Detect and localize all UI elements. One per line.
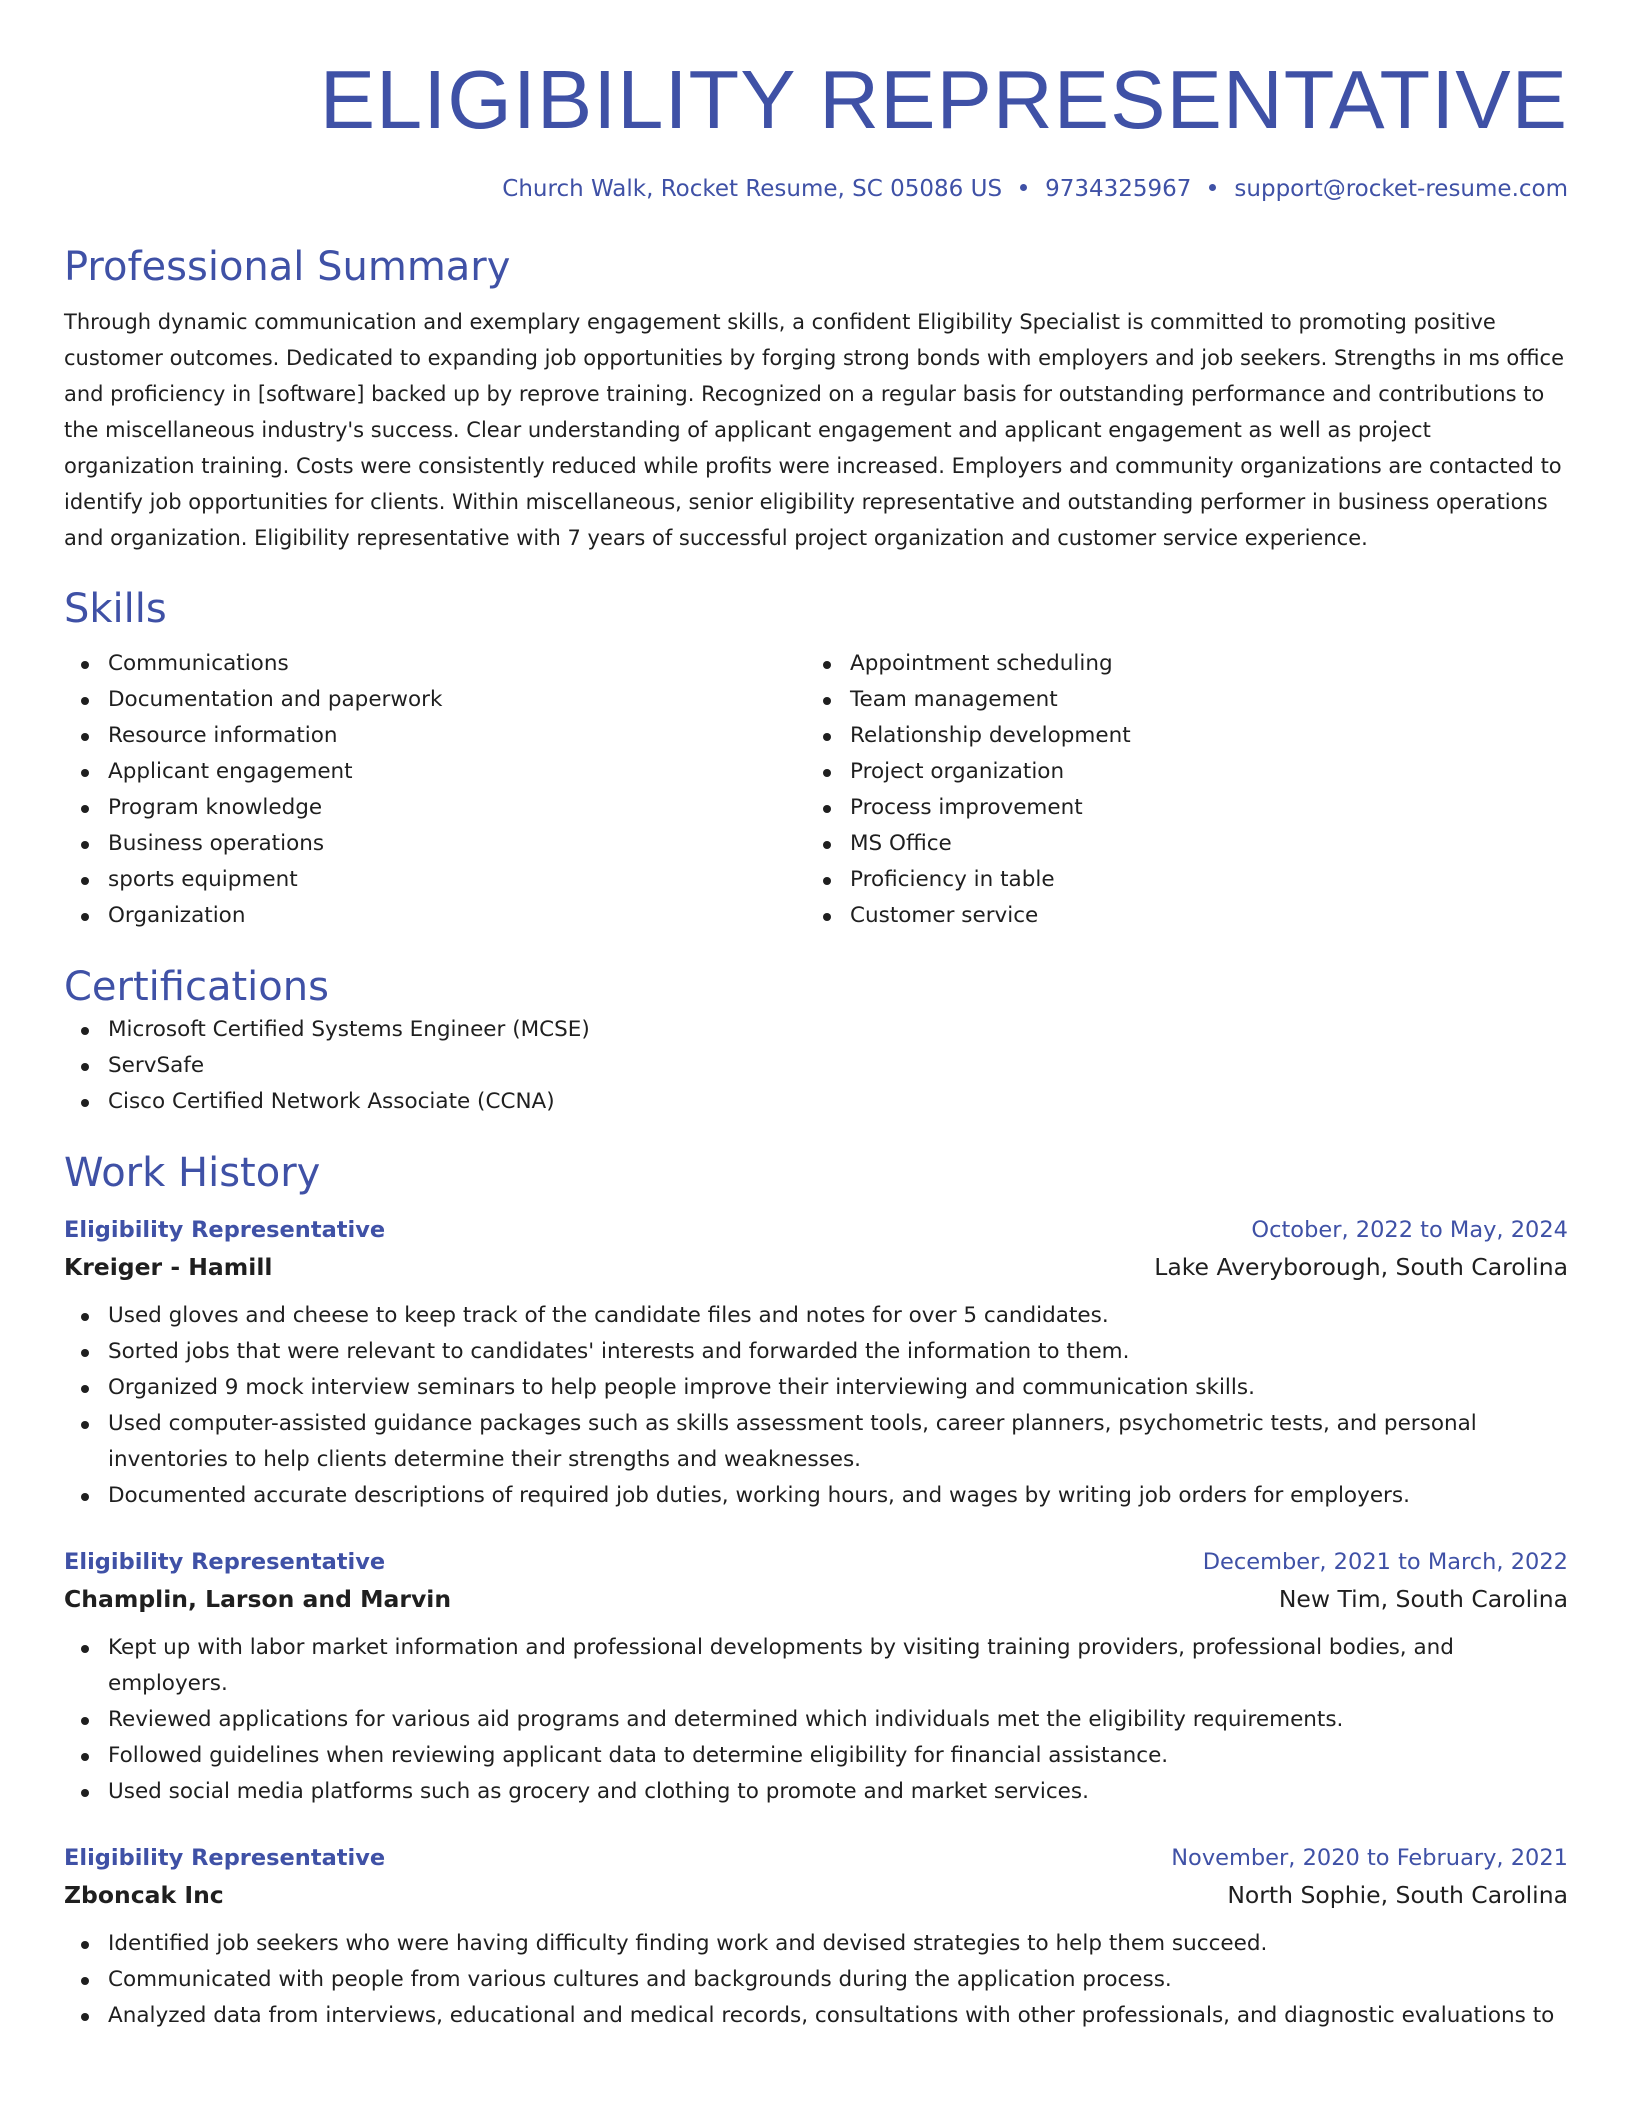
job-location: Lake Averyborough, South Carolina — [1154, 1253, 1568, 1281]
contact-address: Church Walk, Rocket Resume, SC 05086 US — [502, 176, 1003, 202]
job-duty-item: Sorted jobs that were relevant to candidates' interests and forwarded the information to them. — [64, 1334, 1568, 1370]
job-company-row — [64, 1876, 1568, 1914]
job-duty-item: Organized 9 mock interview seminars to help people improve their interviewing and communication skills. — [64, 1370, 1568, 1406]
job-location: New Tim, South Carolina — [1278, 1585, 1568, 1613]
contact-email[interactable]: support@rocket-resume.com — [1234, 176, 1568, 202]
job-duty-item: Identified job seekers who were having difficulty finding work and devised strategies to help them succeed. — [64, 1926, 1568, 1962]
skill-item: sports equipment — [64, 862, 806, 898]
skill-item: Project organization — [806, 754, 1568, 790]
job-duty-item: Kept up with labor market information and professional developments by visiting training providers, professional bodies, and employers. — [64, 1630, 1568, 1702]
skill-item: Relationship development — [806, 718, 1568, 754]
skill-item: Applicant engagement — [64, 754, 806, 790]
job-duty-item: Used gloves and cheese to keep track of the candidate files and notes for over 5 candidates. — [64, 1298, 1568, 1334]
summary-text: Through dynamic communication and exemplary engagement skills, a confident Eligibility Specialist is committed to promoting positive customer outcomes. Dedicated to expanding job opportunities by forging strong bonds with employers and job seekers. Strengths in ms office and proficiency in [software] backed up by reprove training. Recognized on a regular basis for outstanding performance and contributions to the miscellaneous industry's success. Clear understanding of applicant engagement and applicant engagement as well as project organization training. Costs were consistently reduced while profits were increased. Employers and community organizations are contacted to identify job opportunities for clients. Within miscellaneous, senior eligibility representative and outstanding performer in business operations and organization. Eligibility representative with 7 years of successful project organization and customer service experience. — [64, 310, 1564, 550]
job-title-row — [64, 1212, 1568, 1248]
skill-item: Program knowledge — [64, 790, 806, 826]
contact-phone[interactable]: 9734325967 — [1045, 176, 1192, 202]
skill-item: Customer service — [806, 898, 1568, 934]
job-duties-list — [64, 1630, 1568, 1810]
job-duty-item: Reviewed applications for various aid programs and determined which individuals met the eligibility requirements. — [64, 1702, 1568, 1738]
job-dates: November, 2020 to February, 2021 — [1171, 1845, 1568, 1871]
certifications-heading: Certifications — [64, 964, 329, 1010]
work-history-heading: Work History — [64, 1150, 321, 1196]
skill-item: Organization — [64, 898, 806, 934]
certifications-list — [64, 1012, 1568, 1120]
job-company: Champlin, Larson and Marvin — [64, 1585, 452, 1613]
certification-item: Microsoft Certified Systems Engineer (MCSE) — [64, 1012, 1568, 1048]
job-duty-item: Followed guidelines when reviewing applicant data to determine eligibility for financial assistance. — [64, 1738, 1568, 1774]
skills-heading: Skills — [64, 586, 167, 632]
contact-line — [64, 174, 1568, 204]
job-title-row — [64, 1840, 1568, 1876]
separator-dot — [1209, 184, 1216, 191]
skill-item: Resource information — [64, 718, 806, 754]
candidate-name: ELIGIBILITY REPRESENTATIVE — [319, 53, 1568, 146]
job-duties-list — [64, 1926, 1568, 2034]
job-company-row — [64, 1580, 1568, 1618]
job-dates: December, 2021 to March, 2022 — [1202, 1549, 1568, 1575]
job-dates: October, 2022 to May, 2024 — [1251, 1217, 1568, 1243]
job-duties-list — [64, 1298, 1568, 1514]
job-title: Eligibility Representative — [64, 1845, 386, 1871]
job-duty-item: Communicated with people from various cultures and backgrounds during the application process. — [64, 1962, 1568, 1998]
skill-item: Appointment scheduling — [806, 646, 1568, 682]
certification-item: Cisco Certified Network Associate (CCNA) — [64, 1084, 1568, 1120]
separator-dot — [1020, 184, 1027, 191]
certification-item: ServSafe — [64, 1048, 1568, 1084]
skill-item: Communications — [64, 646, 806, 682]
job-title: Eligibility Representative — [64, 1217, 386, 1243]
job-title-row — [64, 1544, 1568, 1580]
job-company: Kreiger - Hamill — [64, 1253, 273, 1281]
job-company: Zboncak Inc — [64, 1881, 224, 1909]
job-company-row — [64, 1248, 1568, 1286]
skill-item: Business operations — [64, 826, 806, 862]
job-title: Eligibility Representative — [64, 1549, 386, 1575]
resume-header — [64, 52, 1568, 204]
skill-item: Team management — [806, 682, 1568, 718]
skill-item: Process improvement — [806, 790, 1568, 826]
job-duty-item: Used social media platforms such as grocery and clothing to promote and market services. — [64, 1774, 1568, 1810]
skills-list-right — [806, 646, 1568, 934]
job-duty-item: Analyzed data from interviews, educational and medical records, consultations with other professionals, and diagnostic evaluations to — [64, 1998, 1568, 2034]
skills-grid — [64, 646, 1568, 934]
summary-heading: Professional Summary — [64, 244, 511, 290]
job-entry — [64, 1840, 1568, 2034]
job-duty-item: Documented accurate descriptions of required job duties, working hours, and wages by writing job orders for employers. — [64, 1478, 1568, 1514]
skills-list-left — [64, 646, 806, 934]
skill-item: Proficiency in table — [806, 862, 1568, 898]
job-entry — [64, 1544, 1568, 1810]
job-duty-item: Used computer-assisted guidance packages such as skills assessment tools, career planners, psychometric tests, and personal inventories to help clients determine their strengths and weaknesses. — [64, 1406, 1568, 1478]
skill-item: MS Office — [806, 826, 1568, 862]
job-location: North Sophie, South Carolina — [1227, 1881, 1568, 1909]
skill-item: Documentation and paperwork — [64, 682, 806, 718]
job-entry — [64, 1212, 1568, 1514]
